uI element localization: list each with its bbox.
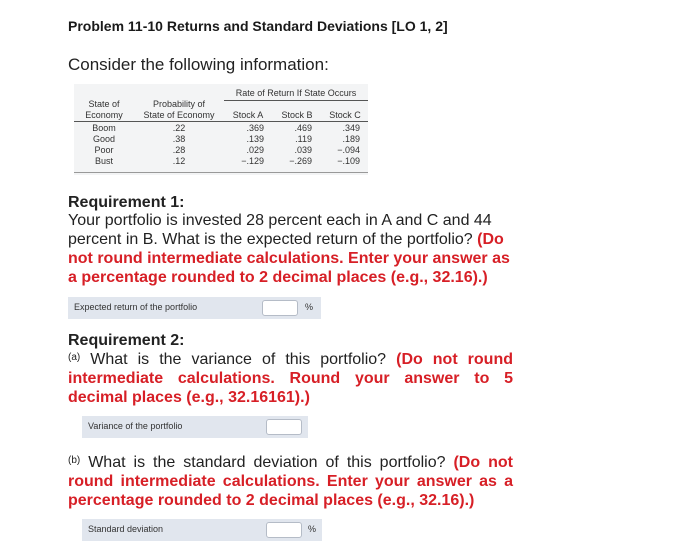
- table-cell-c: .189: [342, 134, 360, 144]
- variance-label: Variance of the portfolio: [88, 421, 183, 431]
- table-cell-state: Good: [92, 134, 116, 144]
- std-dev-row: [82, 519, 322, 541]
- expected-return-input[interactable]: [262, 300, 298, 316]
- requirement-2a-instruction: (Do not round intermediate calculations. Round your answer to 5 decimal places (e.g., 32.16161).): [68, 351, 514, 406]
- table-cell-prob: .22: [172, 123, 186, 133]
- table-bottom-rule: [74, 172, 368, 173]
- col-header-stock-a: Stock A: [232, 110, 264, 120]
- requirement-2a-text: [68, 350, 513, 407]
- requirement-1-question: Your portfolio is invested 28 percent each in A and C and 44 percent in B. What is the expected return of the portfolio?: [68, 212, 492, 248]
- requirement-2b-question: What is the standard deviation of this portfolio?: [88, 454, 446, 471]
- col-header-state-line1: State of: [88, 99, 120, 109]
- table-cell-c: −.109: [337, 156, 360, 166]
- col-header-stock-b: Stock B: [281, 110, 313, 120]
- problem-title: Problem 11-10 Returns and Standard Deviations [LO 1, 2]: [68, 18, 448, 34]
- requirement-1-text: [68, 211, 515, 287]
- std-dev-label: Standard deviation: [88, 524, 164, 534]
- table-cell-a: .139: [246, 134, 264, 144]
- table-cell-state: Bust: [94, 156, 113, 166]
- percent-unit: %: [305, 302, 314, 312]
- table-cell-state: Boom: [92, 123, 116, 133]
- table-cell-prob: .38: [172, 134, 186, 144]
- percent-unit: %: [308, 524, 317, 534]
- expected-return-label: Expected return of the portfolio: [74, 302, 198, 312]
- table-cell-b: .119: [295, 134, 312, 144]
- table-cell-b: .469: [294, 123, 312, 133]
- table-cell-c: .349: [342, 123, 360, 133]
- col-header-prob-line1: Probability of: [152, 99, 206, 109]
- col-header-state-line2: Economy: [85, 110, 123, 120]
- part-a-marker: (a): [68, 352, 81, 363]
- requirement-2-title: Requirement 2:: [68, 332, 185, 349]
- variance-row: [82, 416, 308, 438]
- std-dev-input[interactable]: [266, 522, 302, 538]
- table-cell-prob: .12: [172, 156, 186, 166]
- requirement-1-instruction: (Do not round intermediate calculations. Enter your answer as a percentage rounded to 2 decimal places (e.g., 32.16).): [68, 231, 510, 286]
- table-cell-prob: .28: [172, 145, 186, 155]
- requirement-1-title: Requirement 1:: [68, 194, 185, 211]
- table-cell-a: .369: [246, 123, 264, 133]
- variance-input[interactable]: [266, 419, 302, 435]
- table-cell-b: .039: [294, 145, 312, 155]
- requirement-2a-question: What is the variance of this portfolio?: [90, 351, 387, 368]
- table-cell-b: −.269: [289, 156, 312, 166]
- requirement-2b-text: [68, 453, 513, 510]
- intro-text: Consider the following information:: [68, 55, 329, 74]
- expected-return-row: [68, 297, 321, 319]
- col-header-stock-c: Stock C: [329, 110, 361, 120]
- requirement-2b-instruction: (Do not round intermediate calculations. Enter your answer as a percentage rounded to 2 decimal places (e.g., 32.16).): [68, 454, 513, 509]
- header-rule: [74, 121, 368, 122]
- table-cell-c: −.094: [337, 145, 360, 155]
- part-b-marker: (b): [68, 455, 81, 466]
- group-header-rule: [224, 100, 368, 101]
- col-header-prob-line2: State of Economy: [143, 110, 215, 120]
- table-cell-a: −.129: [241, 156, 264, 166]
- table-cell-state: Poor: [94, 145, 114, 155]
- returns-table: [74, 84, 368, 175]
- table-cell-a: .029: [246, 145, 264, 155]
- group-header: Rate of Return If State Occurs: [235, 88, 357, 98]
